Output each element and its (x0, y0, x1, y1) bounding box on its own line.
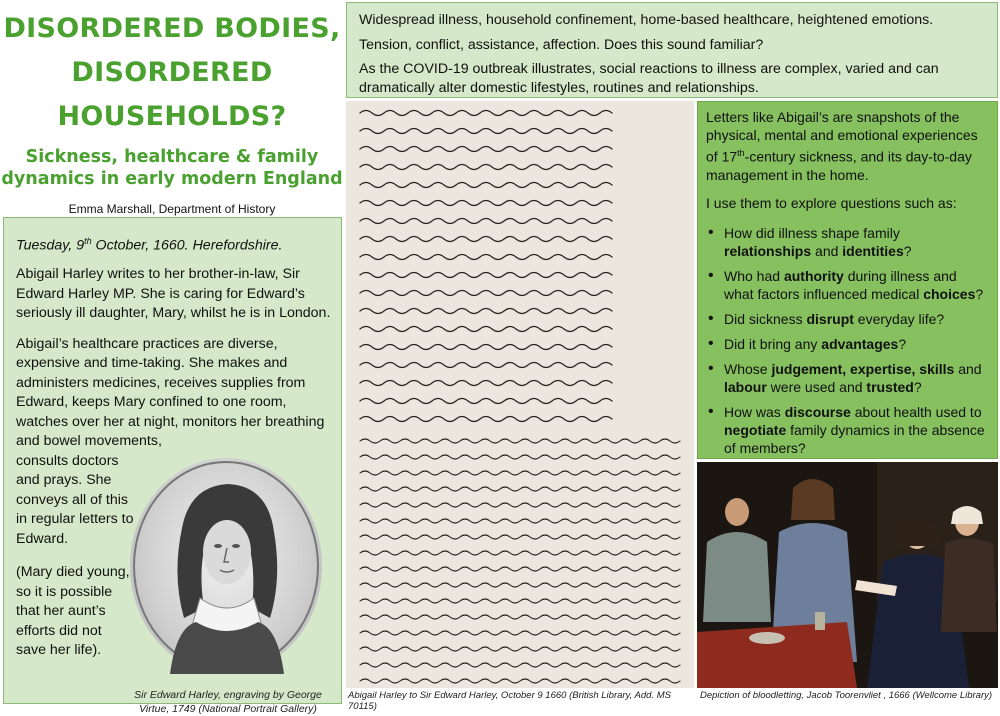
title-line-3: HOUSEHOLDS? (57, 101, 287, 132)
painting-caption: Depiction of bloodletting, Jacob Toorenvliet , 1666 (Wellcome Library) (700, 690, 993, 701)
question-item: • Whose judgement, expertise, skills and labour were used and trusted? (706, 360, 989, 396)
question-item: • Who had authority during illness and what factors influenced medical choices? (706, 267, 989, 303)
portrait-engraving (130, 458, 322, 674)
story-paragraph-2: Abigail’s healthcare practices are diverse, expensive and time-taking. She makes and administers medicines, receives supplies from Edward, keeps Mary confined to one room, watches over her at night, monitors her breathing and bowel movements, (16, 335, 325, 450)
handwriting-illustration (346, 101, 694, 688)
title-line-2: DISORDERED (71, 57, 273, 88)
letter-date: Tuesday, 9th October, 1660. Herefordshire. (16, 236, 283, 254)
questions-intro: I use them to explore questions such as: (706, 194, 957, 211)
question-item: • Did sickness disrupt everyday life? (706, 310, 989, 328)
questions-list (706, 224, 989, 457)
story-paragraph-3: (Mary died young, so it is possible that her aunt’s efforts did not save her life). (16, 564, 130, 659)
story-paragraph-1: Abigail Harley writes to her brother-in-law, Sir Edward Harley MP. She is caring for Edward’s seriously ill daughter, Mary, whilst he is in London. (16, 266, 331, 322)
question-item: • How was discourse about health used to negotiate family dynamics in the absence of members? (706, 403, 989, 457)
painting-illustration (697, 462, 998, 688)
intro-panel (346, 2, 998, 98)
story-panel (3, 217, 342, 715)
portrait-illustration (130, 458, 322, 674)
letter-caption: Abigail Harley to Sir Edward Harley, October 9 1660 (British Library, Add. MS 70115) (348, 690, 671, 712)
intro-paragraph-3: As the COVID-19 outbreak illustrates, social reactions to illness are complex, varied and can dramatically alter domestic lifestyles, routines and relationships. (359, 61, 939, 96)
author-credit: Emma Marshall, Department of History (68, 202, 276, 216)
questions-panel (697, 101, 998, 459)
intro-paragraph-1: Widespread illness, household confinement, home-based healthcare, heightened emotions. (359, 12, 934, 28)
questions-lead: Letters like Abigail’s are snapshots of the physical, mental and emotional experiences of 17th-century sickness, and its day-to-day management in the home. (706, 109, 978, 183)
bloodletting-painting (697, 462, 998, 688)
subtitle-line-1: Sickness, healthcare & family (25, 147, 319, 167)
letter-manuscript-image (346, 101, 694, 688)
question-item: • How did illness shape family relationships and identities? (706, 224, 989, 260)
title-line-1: DISORDERED BODIES, (3, 13, 341, 44)
title-block (0, 0, 344, 214)
subtitle-line-2: dynamics in early modern England (1, 169, 343, 189)
story-paragraph-2b: consults doctors and prays. She conveys all of this in regular letters to Edward. (16, 452, 134, 547)
portrait-caption: Sir Edward Harley, engraving by George Virtue, 1749 (National Portrait Gallery) (134, 689, 322, 715)
intro-paragraph-2: Tension, conflict, assistance, affection. Does this sound familiar? (359, 36, 764, 53)
question-item: • Did it bring any advantages? (706, 335, 989, 353)
